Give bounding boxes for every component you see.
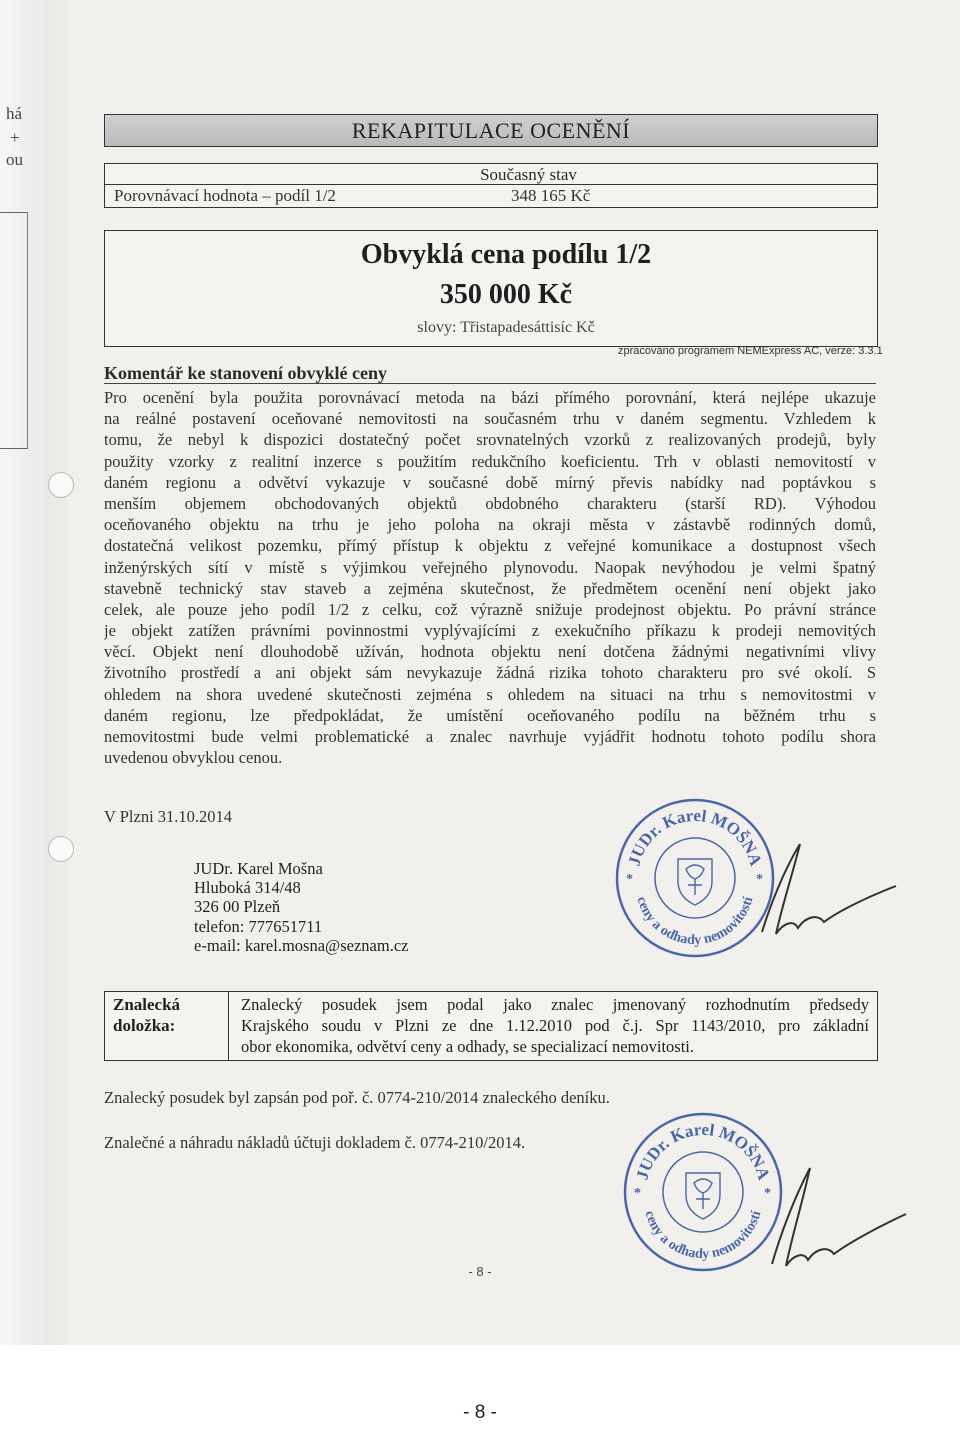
current-state-header: Současný stav (480, 165, 577, 184)
seal-bottom-text: ceny a odhady nemovitostí (633, 895, 757, 949)
svg-text:*: * (764, 1186, 771, 1201)
comment-line: je objekt zatížen právními povinnostmi vyplývajícími z exekučního příkazu k prodeji nemovitých (104, 621, 876, 641)
expert-clause (104, 991, 878, 1061)
svg-text:*: * (634, 1186, 641, 1201)
expert-city: 326 00 Plzeň (194, 897, 281, 917)
signature (750, 1160, 910, 1280)
clause-line: Krajského soudu v Plzni ze dne 1.12.2010 pod č.j. Spr 1143/2010, pro základní (241, 1016, 869, 1035)
svg-text:ceny a odhady nemovitostí (642, 1208, 765, 1262)
comment-line: životního prostředí a ani objekt sám nevykazuje žádná rizika tohoto charakteru pro své okolí. S (104, 663, 876, 683)
expert-street: Hluboká 314/48 (194, 878, 301, 898)
usual-price-amount: 350 000 Kč (439, 279, 573, 310)
fee-note: Znalečné a náhradu nákladů účtuji dokladem č. 0774-210/2014. (104, 1133, 526, 1152)
comment-line: Pro ocenění byla použita porovnávací metoda na bázi přímého porovnání, která nejlépe ukazuje (104, 388, 876, 407)
seal-top-text: JUDr. Karel MOŠNA (632, 1119, 774, 1183)
table-rule (105, 184, 877, 185)
scan-edge-shadow (0, 0, 68, 1345)
expert-phone: telefon: 777651711 (194, 916, 323, 936)
clause-line: obor ekonomika, odvětví ceny a odhady, se specializací nemovitosti. (241, 1037, 695, 1056)
svg-text:*: * (626, 872, 633, 887)
comment-line: uvedenou obvyklou cenou. (104, 748, 283, 768)
inner-page-number: - 8 - (468, 1264, 492, 1279)
recap-title: REKAPITULACE OCENĚNÍ (351, 117, 631, 143)
signature (740, 836, 900, 946)
expert-clause-label: Znalecká doložka: (113, 995, 181, 1035)
expert-address-block (194, 859, 408, 955)
comment-line: ohledem na shora uvedené skutečnosti zejména s ohledem na situaci na trhu s nemovitostmi v (104, 684, 876, 704)
coat-of-arms-icon (678, 859, 712, 905)
software-note: zpracováno programem NEMExpress AC, verze: 3.3.1 (618, 345, 883, 357)
margin-rule (0, 448, 28, 449)
comment-line: menším objemem obchodovaných objektů obdobného charakteru (starší RD). Výhodou (104, 493, 876, 513)
expert-email: e-mail: karel.mosna@seznam.cz (194, 935, 409, 955)
expert-name: JUDr. Karel Mošna (194, 859, 323, 878)
comment-heading: Komentář ke stanovení obvyklé ceny (104, 363, 387, 383)
usual-price-in-words: slovy: Třistapadesáttisíc Kč (417, 319, 595, 336)
seal-top-text: JUDr. Karel MOŠNA (624, 805, 766, 869)
usual-price-title: Obvyklá cena podílu 1/2 (360, 239, 652, 270)
page-number: - 8 - (463, 1402, 497, 1423)
margin-fragment: + (10, 128, 20, 147)
comment-line: daném regionu a odvětví vykazuje v současné době mírný převis nabídky nad poptávkou s (104, 472, 876, 492)
place-and-date: V Plzni 31.10.2014 (104, 807, 233, 826)
journal-entry-note: Znalecký posudek byl zapsán pod poř. č. 0774-210/2014 znaleckého deníku. (104, 1088, 610, 1107)
comparative-value-label: Porovnávací hodnota – podíl 1/2 (114, 186, 336, 205)
comment-line: stavebně technický stav staveb a zejména skutečnost, že předmětem ocenění není objekt jako (104, 578, 876, 598)
comment-line: na reálné postavení oceňované nemovitosti na současném trhu v daném segmentu. Vzhledem k (104, 409, 876, 429)
usual-price-box (104, 230, 878, 347)
clause-line: Znalecký posudek jsem podal jako znalec jmenovaný rozhodnutím předsedy (241, 995, 869, 1014)
comment-body (104, 387, 876, 768)
comparative-value: 348 165 Kč (511, 186, 591, 205)
comment-line: daném regionu, lze předpokládat, že umístění oceňovaného podílu na běžném trhu s (104, 705, 876, 725)
svg-text:*: * (756, 872, 763, 887)
current-state-table (104, 163, 878, 208)
seal-bottom-text: ceny a odhady nemovitostí (641, 1209, 765, 1263)
comment-line: oceňovaného objektu na trhu je jeho poloha na okraji města v zástavbě rodinných domů, (104, 515, 876, 535)
margin-fragment: há (6, 104, 23, 123)
recap-title-bar (104, 114, 878, 147)
comment-line: dostatečná velikost pozemku, přímý přístup k objektu z veřejné komunikace a dostupnost všech (104, 536, 876, 556)
comment-line: inženýrských sítí v místě s výjimkou veřejného plynovodu. Naopak nevýhodou je velmi špatný (104, 557, 876, 577)
svg-text:ceny a odhady nemovitostí (634, 894, 757, 948)
coat-of-arms-icon (686, 1173, 720, 1219)
margin-fragment: ou (6, 150, 23, 169)
comment-line: nemovitostmi bude velmi problematické a znalec navrhuje vyjádřit hodnotu tohoto podílu shora (104, 727, 876, 746)
expert-clause-text (241, 994, 869, 1057)
clause-divider (228, 992, 229, 1060)
punch-hole (48, 836, 74, 862)
margin-rule-vertical (27, 212, 28, 448)
comment-line: použity vzorky z realitní inzerce s použitím redukčního koeficientu. Trh v oblasti nemovitostí v (104, 451, 876, 471)
margin-rule (0, 212, 28, 213)
comment-line: celek, ale pouze jeho podíl 1/2 z celku, což výrazně snižuje prodejnost objektu. Po právní stránce (104, 599, 876, 619)
punch-hole (48, 472, 74, 498)
comment-rule (104, 383, 876, 384)
comment-line: tomu, že nebyl k dispozici dostatečný počet srovnatelných vzorků z realizovaných prodejů, byly (104, 430, 876, 450)
comment-line: věcí. Objekt není dlouhodobě užíván, hodnota objektu není dotčena žádnými negativními vlivy (104, 642, 876, 662)
